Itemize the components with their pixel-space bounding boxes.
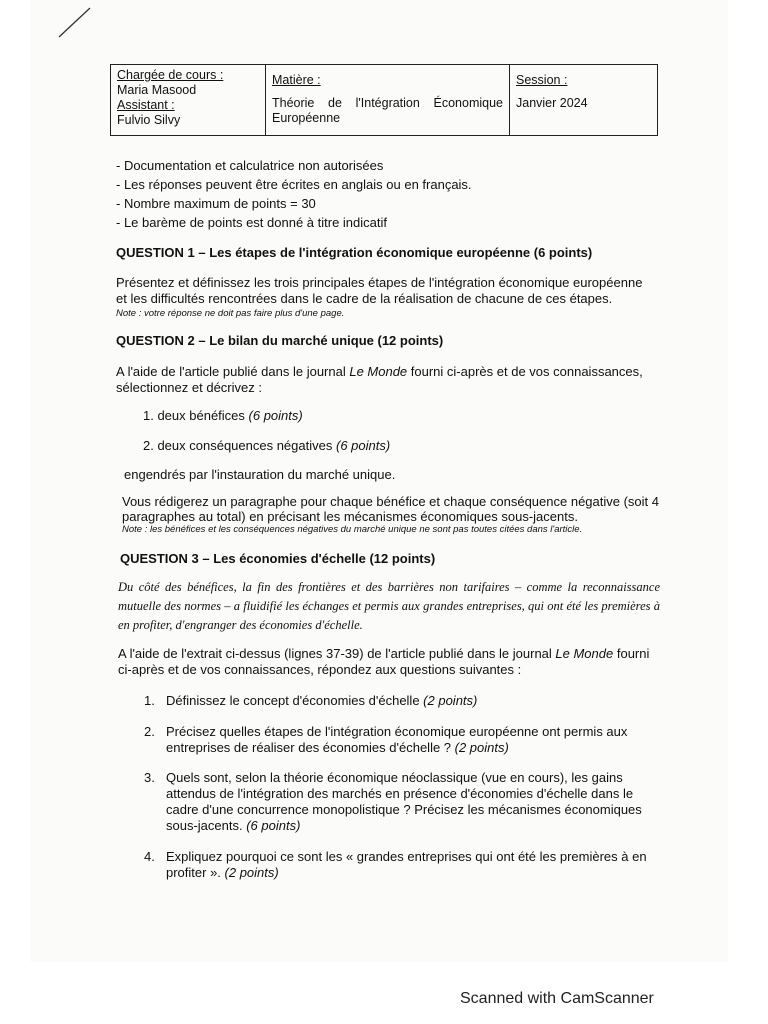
subject-label: Matière : bbox=[272, 73, 321, 87]
q3-item-3-line-4 bbox=[166, 818, 300, 834]
q2-para-2: paragraphes au total) en précisant les mécanismes économiques sous-jacents. bbox=[122, 509, 578, 524]
q1-line-1: Présentez et définissez les trois principales étapes de l'intégration économique européenne bbox=[116, 275, 643, 290]
q3-item-2-text: entreprises de réaliser des économies d'échelle ? bbox=[166, 740, 455, 755]
q3-item-3-line-3: cadre d'une concurrence monopolistique ? Précisez les mécanismes économiques bbox=[166, 802, 642, 817]
q3-item-1-text: Définissez le concept d'économies d'échelle bbox=[166, 693, 424, 708]
q2-intro-line-2: sélectionnez et décrivez : bbox=[116, 380, 262, 395]
q2-item-2-points: (6 points) bbox=[335, 438, 391, 453]
q2-note: Note : les bénéfices et les conséquences négatives du marché unique ne sont pas toutes citées dans l'article. bbox=[122, 524, 583, 535]
q3-item-4-line-2 bbox=[166, 865, 279, 881]
q1-title: QUESTION 1 – Les étapes de l'intégration économique européenne (6 points) bbox=[116, 245, 593, 260]
rule-4: - Le barème de points est donné à titre indicatif bbox=[116, 215, 387, 230]
q2-item-2-text: 2. deux conséquences négatives bbox=[143, 438, 333, 453]
q3-item-4-points: (2 points) bbox=[224, 865, 279, 880]
q3-item-1-number: 1. bbox=[144, 693, 155, 708]
q3-quote: Du côté des bénéfices, la fin des frontières et des barrières non tarifaires – comme la reconnaissance mutuelle des normes – a fluidifié les échanges et permis aux grandes entreprises, qui ont été les premières à en profiter, d'engranger des économies d'échelle. bbox=[118, 580, 660, 632]
rule-1: - Documentation et calculatrice non autorisées bbox=[116, 158, 384, 173]
q3-item-1-points: (2 points) bbox=[423, 693, 478, 708]
q2-item-1-text: 1. deux bénéfices bbox=[143, 408, 245, 423]
q3-item-2-number: 2. bbox=[144, 724, 155, 739]
q3-item-1 bbox=[166, 693, 477, 709]
q3-item-2-points: (2 points) bbox=[454, 740, 509, 755]
q3-intro bbox=[118, 646, 649, 662]
session-label: Session : bbox=[516, 73, 568, 87]
q2-title: QUESTION 2 – Le bilan du marché unique (12 points) bbox=[116, 333, 444, 348]
q3-item-2-line-2 bbox=[166, 740, 509, 756]
assistant-label: Assistant : bbox=[117, 98, 175, 112]
q3-title: QUESTION 3 – Les économies d'échelle (12 points) bbox=[120, 551, 436, 566]
q3-journal: Le Monde bbox=[555, 646, 614, 661]
lecturer-name: Maria Masood bbox=[117, 83, 197, 97]
q3-item-3-line-2: attendus de l'intégration des marchés en présence d'économies d'échelle dans le bbox=[166, 786, 634, 801]
q2-item-2 bbox=[143, 438, 390, 454]
q2-intro bbox=[116, 364, 643, 380]
q3-item-3-number: 3. bbox=[144, 770, 155, 785]
q3-item-3-text: sous-jacents. bbox=[166, 818, 247, 833]
staff-cell bbox=[111, 65, 266, 135]
q3-intro-line-2: ci-après et de vos connaissances, répondez aux questions suivantes : bbox=[118, 662, 522, 677]
q2-journal: Le Monde bbox=[349, 364, 408, 379]
session-value: Janvier 2024 bbox=[516, 96, 588, 110]
scanner-watermark: Scanned with CamScanner bbox=[460, 990, 654, 1007]
q2-item-1 bbox=[143, 408, 303, 424]
rule-2: - Les réponses peuvent être écrites en anglais ou en français. bbox=[116, 177, 472, 192]
q2-intro-a: A l'aide de l'article publié dans le journal bbox=[116, 364, 350, 379]
q2-after: engendrés par l'instauration du marché unique. bbox=[124, 467, 396, 482]
q3-item-3-line-1: Quels sont, selon la théorie économique néoclassique (vue en cours), les gains bbox=[166, 770, 623, 785]
q2-para-1: Vous rédigerez un paragraphe pour chaque bénéfice et chaque conséquence négative (soit 4 bbox=[122, 494, 659, 509]
q3-item-4-line-1: Expliquez pourquoi ce sont les « grandes entreprises qui ont été les premières à en bbox=[166, 849, 647, 864]
session-cell bbox=[510, 65, 657, 135]
q2-item-1-points: (6 points) bbox=[248, 408, 303, 423]
header-table bbox=[110, 64, 658, 136]
lecturer-label: Chargée de cours : bbox=[117, 68, 224, 82]
q3-item-4-text: profiter ». bbox=[166, 865, 225, 880]
subject-value: Théorie de l'Intégration Économique Européenne bbox=[272, 96, 503, 125]
q3-intro-b: fourni bbox=[613, 646, 650, 661]
q3-item-4-number: 4. bbox=[144, 849, 155, 864]
q3-item-3-points: (6 points) bbox=[246, 818, 301, 833]
q2-intro-b: fourni ci-après et de vos connaissances, bbox=[407, 364, 643, 379]
q3-item-2-line-1: Précisez quelles étapes de l'intégration économique européenne ont permis aux bbox=[166, 724, 628, 739]
q1-note: Note : votre réponse ne doit pas faire plus d'une page. bbox=[116, 308, 345, 319]
q3-intro-a: A l'aide de l'extrait ci-dessus (lignes 37-39) de l'article publié dans le journal bbox=[118, 646, 556, 661]
rule-3: - Nombre maximum de points = 30 bbox=[116, 196, 316, 211]
assistant-name: Fulvio Silvy bbox=[117, 113, 181, 127]
q1-line-2: et les difficultés rencontrées dans le cadre de la réalisation de chacune de ces étapes. bbox=[116, 291, 613, 306]
pen-mark bbox=[56, 6, 96, 40]
subject-cell bbox=[266, 65, 510, 135]
